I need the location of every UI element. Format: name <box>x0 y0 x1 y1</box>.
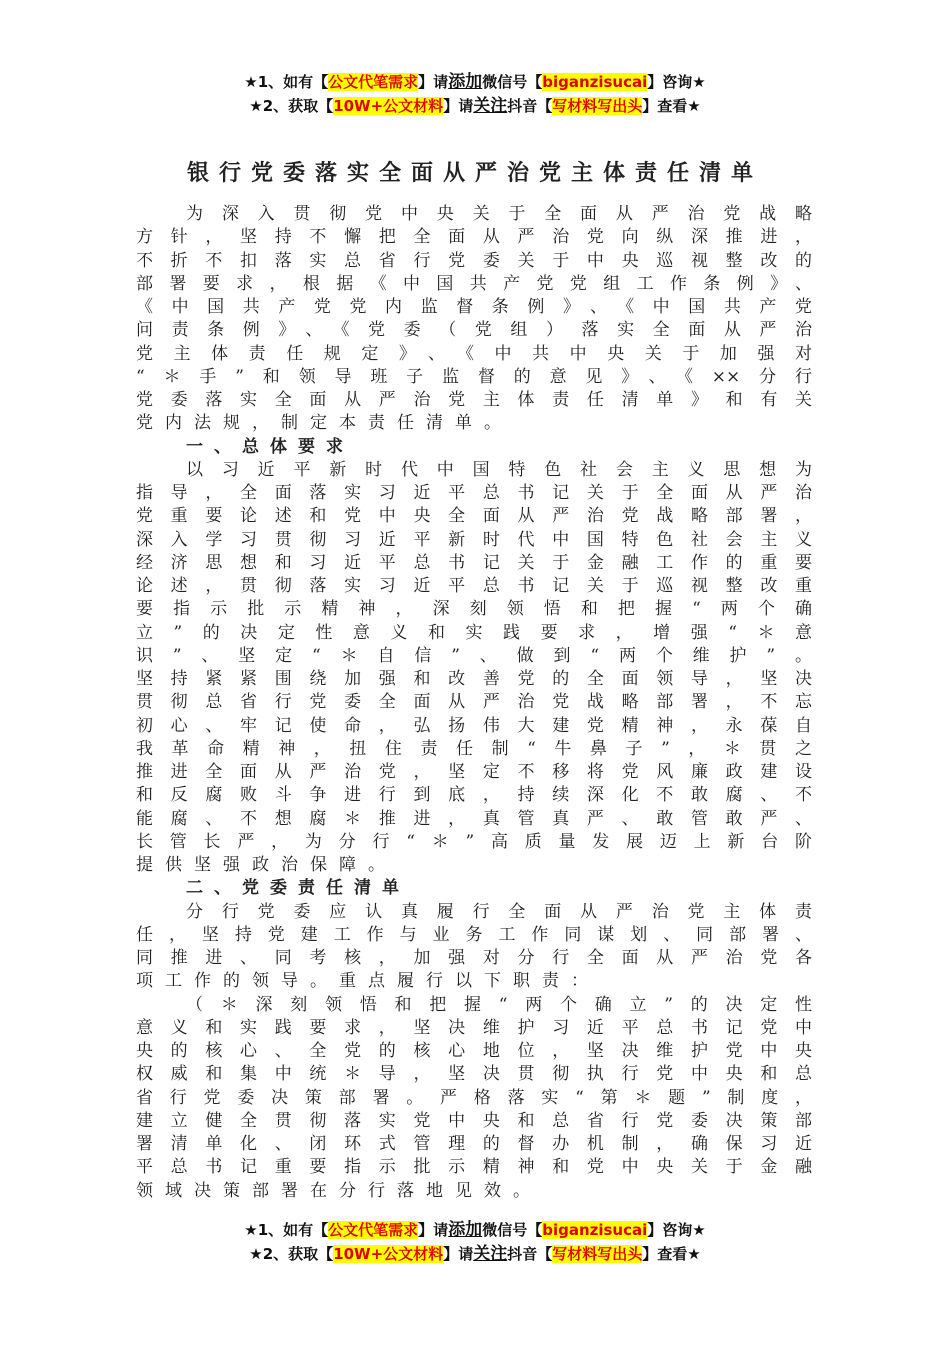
body-line: 分行党委应认真履行全面从严治党主体责 <box>186 901 812 922</box>
body-line: 省行党委决策部署。严格落实“第＊题”制度， <box>136 1087 812 1108</box>
body-line: 党委落实全面从严治党主体责任清单》和有关 <box>136 390 812 410</box>
body-line: 署清单化、闭环式管理的督办机制，确保习近 <box>136 1134 812 1154</box>
body-line: 深入学习贯彻习近平新时代中国特色社会主义 <box>136 529 812 550</box>
body-line: 坚持紧紧围绕加强和改善党的全面领导，坚决 <box>136 669 812 689</box>
body-line: 央的核心、全党的核心地位，坚决维护党中央 <box>136 1041 812 1061</box>
body-line: 指导，全面落实习近平总书记关于全面从严治 <box>136 483 812 503</box>
body-line: “＊手”和领导班子监督的意见》、《××分行 <box>136 366 812 387</box>
underlined-follow: 关注 <box>473 96 508 116</box>
body-line: 不折不扣落实总省行党委关于中央巡视整改的 <box>136 250 812 271</box>
highlight-account: 写材料写出头 <box>552 97 643 115</box>
body-line: 党内法规，制定本责任清单。 <box>136 413 513 434</box>
highlight-service: 公文代笔需求 <box>328 73 419 91</box>
body-line: 党重要论述和党中央全面从严治党战略部署， <box>136 506 812 527</box>
underlined-add: 添加 <box>448 1220 483 1240</box>
section-heading-2: 二、党委责任清单 <box>186 878 410 899</box>
body-line: 问责条例》、《党委（党组）落实全面从严治 <box>136 320 812 341</box>
highlight-service: 公文代笔需求 <box>328 1221 419 1239</box>
body-line: 贯彻总省行党委全面从严治党战略部署，不忘 <box>136 692 812 713</box>
body-line: 识”、坚定“＊自信”、做到“两个维护”。 <box>136 645 812 666</box>
body-line: 以习近平新时代中国特色社会主义思想为 <box>186 459 812 480</box>
underlined-follow: 关注 <box>473 1244 508 1264</box>
document-title: 银行党委落实全面从严治党主体责任清单 <box>186 161 763 186</box>
body-line: 初心、牢记使命，弘扬伟大建党精神，永葆自 <box>136 715 812 736</box>
body-line: 部署要求，根据《中国共产党党组工作条例》、 <box>136 273 812 294</box>
body-line: 同推进、同考核，加强对分行全面从严治党各 <box>136 948 812 968</box>
body-line: 平总书记重要指示批示精神和党中央关于金融 <box>136 1157 812 1178</box>
bottom-promo-banner <box>0 1218 950 1266</box>
body-line: 任，坚持党建工作与业务工作同谋划、同部署、 <box>136 924 812 945</box>
highlight-materials: 10W+公文材料 <box>333 1245 444 1263</box>
body-line: 和反腐败斗争进行到底，持续深化不敢腐、不 <box>136 785 812 806</box>
body-line: 我革命精神，扭住责任制“牛鼻子”，＊贯之 <box>136 738 812 759</box>
highlight-account: 写材料写出头 <box>552 1245 643 1263</box>
body-line: 领域决策部署在分行落地见效。 <box>136 1180 542 1201</box>
body-line: 意义和实践要求，坚决维护习近平总书记党中 <box>136 1017 812 1038</box>
underlined-add: 添加 <box>448 72 483 92</box>
body-line: 推进全面从严治党，坚定不移将党风廉政建设 <box>136 762 812 782</box>
body-line: 党主体责任规定》、《中共中央关于加强对 <box>136 343 812 364</box>
body-line: 项工作的领导。重点履行以下职责： <box>136 971 600 992</box>
body-line: 建立健全贯彻落实党中央和总省行党委决策部 <box>136 1110 812 1131</box>
document-body <box>136 203 812 1203</box>
body-line: 立”的决定性意义和实践要求，增强“＊意 <box>136 622 812 643</box>
body-line: 《中国共产党党内监督条例》、《中国共产党 <box>136 297 812 317</box>
body-line: （＊深刻领悟和把握“两个确立”的决定性 <box>186 994 812 1015</box>
highlight-materials: 10W+公文材料 <box>333 97 444 115</box>
highlight-wechat-id: biganzisucai <box>542 73 648 91</box>
highlight-wechat-id: biganzisucai <box>542 1221 648 1239</box>
promo-line-1: ★1、如有【公文代笔需求】请添加微信号【biganzisucai】咨询★ <box>244 1220 706 1240</box>
promo-line-1: ★1、如有【公文代笔需求】请添加微信号【biganzisucai】咨询★ <box>244 72 706 92</box>
body-line: 长管长严，为分行“＊”高质量发展迈上新台阶 <box>136 831 812 852</box>
body-line: 提供坚强政治保障。 <box>136 855 397 875</box>
body-line: 权威和集中统＊导，坚决贯彻执行党中央和总 <box>136 1064 812 1085</box>
body-line: 论述，贯彻落实习近平总书记关于巡视整改重 <box>136 576 812 596</box>
body-line: 为深入贯彻党中央关于全面从严治党战略 <box>186 204 812 224</box>
body-line: 方针，坚持不懈把全面从严治党向纵深推进， <box>136 227 812 248</box>
body-line: 能腐、不想腐＊推进，真管真严、敢管敢严、 <box>136 808 812 829</box>
top-promo-banner <box>0 70 950 118</box>
body-line: 要指示批示精神，深刻领悟和把握“两个确 <box>136 599 812 620</box>
promo-line-2: ★2、获取【10W+公文材料】请关注抖音【写材料写出头】查看★ <box>249 96 701 116</box>
promo-line-2: ★2、获取【10W+公文材料】请关注抖音【写材料写出头】查看★ <box>249 1244 701 1264</box>
body-line: 经济思想和习近平总书记关于金融工作的重要 <box>136 552 812 573</box>
section-heading-1: 一、总体要求 <box>186 436 354 457</box>
